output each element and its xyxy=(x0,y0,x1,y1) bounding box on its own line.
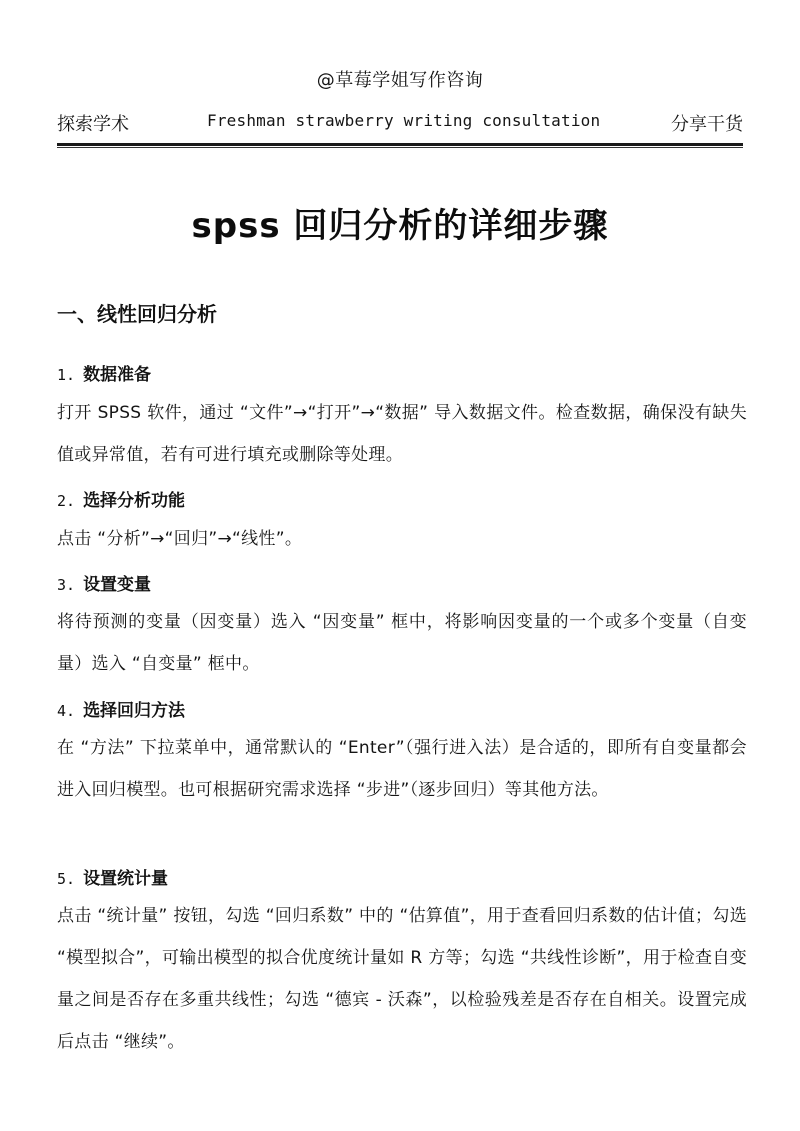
page-title: spss 回归分析的详细步骤 xyxy=(191,206,609,246)
header-left-text: 探索学术 xyxy=(57,114,129,135)
step-body-5: 点击 “统计量” 按钮，勾选 “回归系数” 中的 “估算值”，用于查看回归系数的估计值；勾选 “模型拟合”，可输出模型的拟合优度统计量如 R 方等；勾选 “共线性诊断”，用于检查自变量之间是否存在多重共线性；勾选 “德宾 - 沃森”，以检验残差是否存在自相关。设置完成后点击 “继续”。 xyxy=(57,906,747,1052)
step-number: 3. xyxy=(57,576,76,594)
header-double-rule xyxy=(57,143,743,149)
step-title: 选择回归方法 xyxy=(83,701,186,721)
step-body-2: 点击 “分析”→“回归”→“线性”。 xyxy=(57,529,303,549)
step-heading-4 xyxy=(57,696,185,721)
step-number: 2. xyxy=(57,492,76,510)
page-header xyxy=(57,110,743,136)
watermark-text: @草莓学姐写作咨询 xyxy=(316,70,484,91)
step-heading-2 xyxy=(57,486,185,511)
step-title: 设置统计量 xyxy=(83,869,169,889)
rule-thick-line xyxy=(57,143,743,146)
step-heading-3 xyxy=(57,570,151,595)
step-body-3: 将待预测的变量（因变量）选入 “因变量” 框中，将影响因变量的一个或多个变量（自变量）选入 “自变量” 框中。 xyxy=(57,612,747,674)
step-number: 5. xyxy=(57,870,76,888)
header-right-text: 分享干货 xyxy=(671,114,743,135)
rule-thin-line xyxy=(57,147,743,148)
step-body-4: 在 “方法” 下拉菜单中，通常默认的 “Enter”（强行进入法）是合适的，即所有自变量都会进入回归模型。也可根据研究需求选择 “步进”（逐步回归）等其他方法。 xyxy=(57,738,747,800)
header-center-text: Freshman strawberry writing consultation xyxy=(207,111,601,130)
step-heading-5 xyxy=(57,864,168,889)
step-body-1: 打开 SPSS 软件，通过 “文件”→“打开”→“数据” 导入数据文件。检查数据，确保没有缺失值或异常值，若有可进行填充或删除等处理。 xyxy=(57,403,747,465)
step-title: 选择分析功能 xyxy=(83,491,186,511)
step-number: 4. xyxy=(57,702,76,720)
step-title: 数据准备 xyxy=(83,365,152,385)
step-number: 1. xyxy=(57,366,76,384)
section-heading: 一、线性回归分析 xyxy=(57,302,217,326)
step-title: 设置变量 xyxy=(83,575,152,595)
step-heading-1 xyxy=(57,360,151,385)
